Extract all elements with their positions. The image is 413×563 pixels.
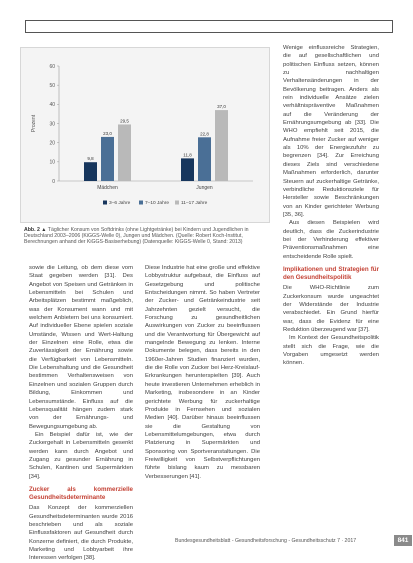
- paragraph: Aus diesen Beispielen wird deutlich, dass die Zuckerindustrie bei der Verhinderung effektiver Präventionsmaßnahmen eine entscheidende Rolle spielt.: [283, 220, 379, 260]
- bar-chart: [21, 48, 271, 224]
- y-tick-label: 10: [49, 159, 55, 166]
- legend-label: 11–17 Jahre: [181, 201, 208, 206]
- header-bar: [25, 20, 393, 33]
- paragraph: Ein Beispiel dafür ist, wie der Zuckergehalt in Lebensmitteln gesenkt werden kann durch Angebot und Zugang zu gesunder Ernährung in Schulen, Kantinen und Supermärkten [34].: [29, 431, 133, 480]
- caption-source: (Datenquelle: KiGGS-Welle 0, Stand: 2013): [142, 239, 243, 246]
- legend-swatch: [103, 201, 107, 205]
- paragraph: Im Kontext der Gesundheitspolitik stellt sich die Frage, wie die Vorgaben umgesetzt werden können.: [283, 335, 379, 367]
- page-number: 841: [394, 535, 412, 546]
- paragraph: sowie die Leitung, ob dem diese vom Staat gegeben werden [31]. Des Angebot von Speisen und Getränken in Lebensmitteln bei Schulen und Arbeitsplätzen bestimmt maßgeblich, was der Konsument wann und mit welchem Anbietern bei uns konsumiert. Auf individueller Ebene spielen soziale Umstände, Wissen und Wert-Haltung der Einzelnen eine Rolle, etwa die Zuverlässigkeit der Ernährung sowie die Verfügbarkeit von Lebensmitteln. Die Lebenshaltung und die Gesundheit bestimmen Verhaltensweisen von Einzelnen und sozialen Gruppen durch Bildung, Einkommen und Lebensumstände. Einfluss auf die Lebensqualität hängen zudem stark von der Ernährungs- und Bewegungsumgebung ab.: [29, 265, 133, 430]
- bar-value-label: 22,8: [200, 131, 209, 137]
- section-heading: Implikationen und Strategien für den Gesundheitspolitik: [283, 265, 379, 282]
- bar-value-label: 29,5: [120, 118, 129, 124]
- bar-value-label: 23,0: [103, 130, 112, 136]
- bar: [181, 158, 194, 181]
- paragraph: Diese Industrie hat eine große und effektive Lobbystruktur aufgebaut, die Einfluss auf Gesetzgebung und politische Entscheidungen nimmt. So haben Vertreter der Zucker- und Getränkeindustrie seit Jahrzehnten gezielt versucht, die Forschung zu gesundheitlichen Auswirkungen von Zucker zu beeinflussen und die Verantwortung für Übergewicht auf mangelnde Bewegung zu lenken. Interne Dokumente belegen, dass bereits in den 1960er-Jahren Studien finanziert wurden, die die Rolle von Zucker bei Herz-Kreislauf-Erkrankungen herunterspielten [39]. Auch heute investieren Unternehmen erheblich in Marketing, insbesondere in an Kinder gerichtete Werbung für zuckerhaltige Produkte in Fernsehen und sozialen Medien [40]. Darüber hinaus beeinflussen sie die Gestaltung von Lebensmittelumgebungen, etwa durch Platzierung in Supermärkten und Sponsoring von Sportveranstaltungen. Die Freiwilligkeit von Selbstverpflichtungen führte bislang kaum zu messbaren Verbesserungen [41].: [145, 265, 260, 480]
- legend-swatch: [175, 201, 179, 205]
- y-tick-label: 50: [49, 82, 55, 89]
- bar: [101, 137, 114, 181]
- figure-panel: [20, 47, 270, 223]
- y-tick-label: 40: [49, 102, 55, 109]
- y-tick-label: 20: [49, 140, 55, 147]
- legend-label: 3–6 Jahre: [109, 201, 131, 206]
- bar-value-label: 37,0: [217, 104, 226, 110]
- bar: [198, 137, 211, 181]
- text-column-right: [283, 44, 379, 368]
- y-tick-label: 30: [49, 121, 55, 128]
- figure-caption: [24, 227, 269, 246]
- section-heading: Zucker als kommerzielle Gesundheitsdeterminante: [29, 485, 133, 502]
- legend-label: 7–10 Jahre: [145, 201, 170, 206]
- legend-swatch: [139, 201, 143, 205]
- y-tick-label: 0: [52, 178, 55, 185]
- bar-value-label: 11,8: [183, 152, 192, 158]
- y-tick-label: 60: [49, 63, 55, 70]
- bar: [118, 124, 131, 181]
- text-column-middle: [145, 264, 260, 481]
- caption-label: Abb. 2 ▲: [24, 227, 47, 233]
- x-tick-label: Jungen: [196, 185, 213, 191]
- journal-footer: Bundesgesundheitsblatt - Gesundheitsforschung - Gesundheitsschutz 7 · 2017: [175, 538, 357, 544]
- paragraph: Wenige einflussreiche Strategien, die auf gesellschaftlichen und politischen Einfluss setzen, können zu nachhaltigen Verhaltensänderungen in der Bevölkerung beitragen. Anders als rein individuelle Ansätze zielen verhältnispräventive Maßnahmen auf die Veränderung der Ernährungsumgebung ab [33]. Die WHO empfiehlt seit 2015, die Aufnahme freier Zucker auf weniger als 10% der Energiezufuhr zu begrenzen [34]. Zur Erreichung dieses Ziels sind verschiedene Maßnahmen erforderlich, darunter Steuern auf zuckerhaltige Getränke, verbindliche Reduktionsziele für Hersteller sowie Beschränkungen von an Kinder gerichteter Werbung [35, 36].: [283, 45, 379, 218]
- y-axis-label: Prozent: [31, 114, 37, 133]
- paragraph: Die WHO-Richtlinie zum Zuckerkonsum wurde ungeachtet der Widerstände der Industrie verabschiedet. Ein Grund hierfür war, dass die Evidenz für eine Reduktion überzeugend war [37].: [283, 285, 379, 334]
- text-column-left: [29, 264, 133, 563]
- paragraph: Das Konzept der kommerziellen Gesundheitsdeterminanten wurde 2016 beschrieben und als soziale Einflussfaktoren auf Gesundheit durch Konzerne definiert, die durch Produkte, Marketing und Lobbyarbeit ihre Interessen verfolgen [38].: [29, 505, 133, 562]
- caption-text: Täglicher Konsum von Softdrinks (ohne Lightgetränke) bei Kindern und Jugendlichen in Deutschland 2003–2006 (KiGGS-Welle 0), Jungen und Mädchen. (Quelle: Robert Koch-Institut, Berechnungen anhand der KiGGS-Basiserhebung): [24, 227, 249, 246]
- x-tick-label: Mädchen: [97, 185, 118, 191]
- bar-value-label: 9,8: [87, 156, 94, 162]
- bar: [84, 162, 97, 181]
- bar: [215, 110, 228, 181]
